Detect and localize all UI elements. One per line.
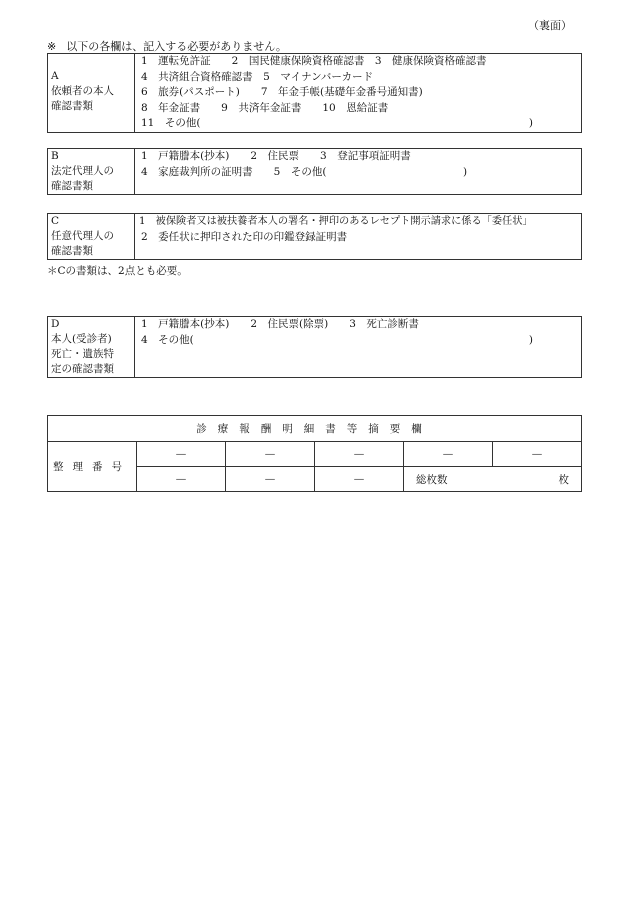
box-a-option-line: 4 共済組合資格確認書 5 マイナンバーカード xyxy=(141,70,374,83)
box-c-authorized-agent-documents xyxy=(47,213,582,260)
box-c-title-line1: 任意代理人の xyxy=(51,230,114,242)
reference-number-cell[interactable]: — xyxy=(493,442,582,467)
box-b-title-line2: 確認書類 xyxy=(51,180,93,192)
box-a-option-line: 8 年金証書 9 共済年金証書 10 恩給証書 xyxy=(141,101,389,114)
box-c-options[interactable] xyxy=(135,214,582,260)
box-c-title-line2: 確認書類 xyxy=(51,245,93,257)
box-a-option-line: 1 運転免許証 2 国民健康保険資格確認書 3 健康保険資格確認書 xyxy=(141,55,487,67)
box-b-option-line: 1 戸籍謄本(抄本) 2 住民票 3 登記事項証明書 xyxy=(141,150,411,162)
notice xyxy=(47,38,287,54)
box-b-legal-representative-documents xyxy=(47,148,582,195)
reference-number-cell[interactable]: — xyxy=(404,442,493,467)
box-d-other-label: 4 その他( xyxy=(141,333,194,346)
box-c-label xyxy=(48,214,135,260)
reference-number-cell[interactable]: — xyxy=(137,467,226,492)
total-sheets-label: 総枚数 xyxy=(416,473,448,486)
box-c-note: ＊Cの書類は、2点とも必要。 xyxy=(47,265,188,277)
reference-number-cell[interactable]: — xyxy=(226,467,315,492)
box-b-letter: B xyxy=(51,150,59,162)
box-d-options[interactable] xyxy=(135,317,582,378)
reference-number-label: 整理番号 xyxy=(48,442,137,492)
box-a-other-line xyxy=(141,116,575,132)
reference-number-cell[interactable]: — xyxy=(226,442,315,467)
box-c-option-line: 2 委任状に押印された印の印鑑登録証明書 xyxy=(141,230,348,243)
box-d-title-line2: 死亡・遺族特 xyxy=(51,348,114,360)
box-b-label xyxy=(48,149,135,195)
notice-mark: ※ xyxy=(47,40,57,53)
box-d-option-line: 1 戸籍謄本(抄本) 2 住民票(除票) 3 死亡診断書 xyxy=(141,318,419,330)
box-d-title-line3: 定の確認書類 xyxy=(51,363,114,375)
reference-number-cell[interactable]: — xyxy=(137,442,226,467)
box-c-option-line: 1 被保険者又は被扶養者本人の署名・押印のあるレセプト開示請求に係る「委任状」 xyxy=(139,216,533,227)
box-b-option-line: 4 家庭裁判所の証明書 5 その他( ) xyxy=(141,165,468,178)
box-d-other-close: ) xyxy=(528,333,533,346)
box-b-title-line1: 法定代理人の xyxy=(51,165,114,177)
box-a-requester-id-documents xyxy=(47,53,582,133)
box-d-label xyxy=(48,317,135,378)
reference-number-cell[interactable]: — xyxy=(315,467,404,492)
box-d-title-line1: 本人(受診者) xyxy=(51,333,112,345)
box-a-option-line: 6 旅券(パスポート) 7 年金手帳(基礎年金番号通知書) xyxy=(141,86,423,99)
box-c-letter: C xyxy=(51,215,60,227)
box-d-letter: D xyxy=(51,318,60,330)
box-a-title-line1: 依頼者の本人 xyxy=(51,85,114,97)
box-a-other-label: 11 その他( xyxy=(141,117,201,130)
reference-number-cell[interactable]: — xyxy=(315,442,404,467)
box-d-deceased-bereaved-documents xyxy=(47,316,582,378)
box-a-letter: A xyxy=(51,70,59,82)
total-sheets-cell[interactable] xyxy=(404,467,582,492)
box-a-title-line2: 確認書類 xyxy=(51,100,93,112)
box-a-label xyxy=(48,54,135,133)
box-b-options[interactable] xyxy=(135,149,582,195)
box-a-other-close: ) xyxy=(528,117,533,130)
summary-table xyxy=(47,415,582,492)
box-d-other-line xyxy=(141,333,575,349)
total-sheets-unit: 枚 xyxy=(558,473,569,486)
notice-text: 以下の各欄は、記入する必要がありません。 xyxy=(66,40,287,53)
summary-heading: 診療報酬明細書等摘要欄 xyxy=(48,416,582,442)
box-a-options[interactable] xyxy=(135,54,582,133)
page-side-label: （裏面） xyxy=(528,19,572,32)
